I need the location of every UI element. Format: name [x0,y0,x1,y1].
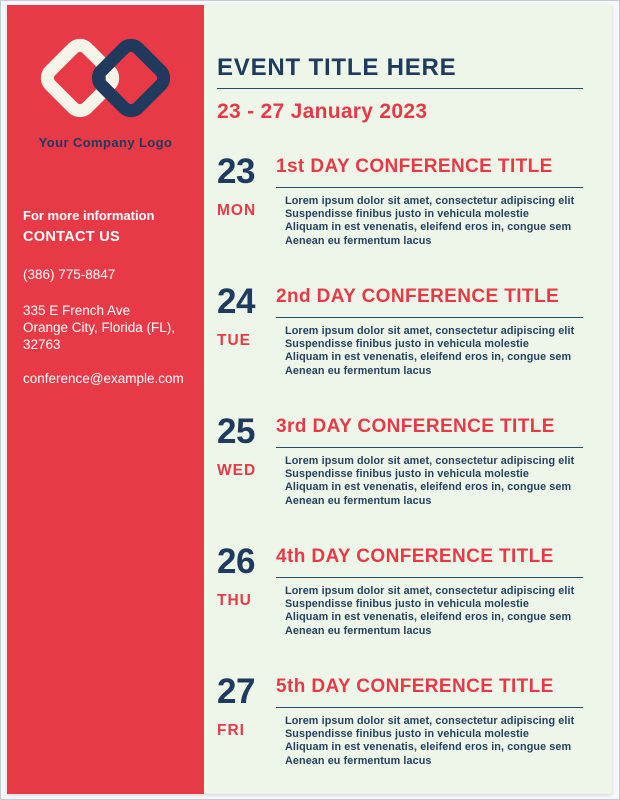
day-details [276,285,583,415]
description-line: Aliquam in est venenatis, eleifend eros in, congue sem [285,481,572,494]
day-conference-title: 2nd DAY CONFERENCE TITLE [276,286,560,307]
contact-us-heading: CONTACT US [23,229,120,245]
day-conference-title: 1st DAY CONFERENCE TITLE [276,156,553,177]
day-weekday: TUE [217,332,251,349]
day-weekday: WED [217,462,257,479]
description-line: Aenean eu fermentum lacus [285,624,432,637]
day-row [217,412,583,545]
day-details [276,415,583,545]
day-conference-title: 4th DAY CONFERENCE TITLE [276,546,554,567]
description-line: Suspendisse finibus justo in vehicula molestie [285,468,529,481]
main-content [204,5,612,794]
day-divider [276,447,583,448]
address [23,302,190,353]
event-title: EVENT TITLE HERE [217,54,457,81]
description-line: Suspendisse finibus justo in vehicula molestie [285,208,529,221]
description-line: Lorem ipsum dolor sit amet, consectetur adipiscing elit [285,195,575,207]
interlocked-links-logo-icon [34,31,178,125]
phone-number: (386) 775-8847 [23,267,116,282]
day-number: 23 [217,152,255,191]
schedule [217,152,583,794]
description-line: Aliquam in est venenatis, eleifend eros in, congue sem [285,351,572,364]
day-details [276,545,583,675]
info-heading: For more information [23,208,155,223]
description-line: Aliquam in est venenatis, eleifend eros in, congue sem [285,611,572,624]
description-line: Aenean eu fermentum lacus [285,234,432,247]
day-number: 27 [217,672,255,711]
address-line-2: Orange City, Florida (FL), 32763 [23,320,176,352]
day-description [276,195,583,248]
day-date-column [217,152,276,285]
day-divider [276,317,583,318]
description-line: Suspendisse finibus justo in vehicula molestie [285,338,529,351]
description-line: Lorem ipsum dolor sit amet, consectetur adipiscing elit [285,585,575,597]
day-row [217,282,583,415]
description-line: Lorem ipsum dolor sit amet, consectetur adipiscing elit [285,325,575,337]
day-weekday: MON [217,202,257,219]
day-date-column [217,542,276,675]
description-line: Lorem ipsum dolor sit amet, consectetur adipiscing elit [285,715,575,727]
company-logo [7,5,204,150]
day-divider [276,187,583,188]
sidebar [7,5,204,794]
day-weekday: FRI [217,722,245,739]
description-line: Aenean eu fermentum lacus [285,494,432,507]
day-weekday: THU [217,592,252,609]
day-description [276,585,583,638]
day-date-column [217,282,276,415]
title-divider [217,88,583,89]
day-description [276,715,583,768]
event-date-range: 23 - 27 January 2023 [217,100,428,123]
day-row [217,152,583,285]
day-date-column [217,672,276,794]
day-description [276,455,583,508]
day-divider [276,707,583,708]
description-line: Aenean eu fermentum lacus [285,364,432,377]
description-line: Aenean eu fermentum lacus [285,754,432,767]
day-number: 26 [217,542,255,581]
description-line: Aliquam in est venenatis, eleifend eros in, congue sem [285,221,572,234]
description-line: Aliquam in est venenatis, eleifend eros in, congue sem [285,741,572,754]
description-line: Suspendisse finibus justo in vehicula molestie [285,598,529,611]
event-header [217,55,583,124]
day-divider [276,577,583,578]
day-row [217,542,583,675]
day-details [276,675,583,794]
day-conference-title: 5th DAY CONFERENCE TITLE [276,676,554,697]
day-description [276,325,583,378]
day-row [217,672,583,794]
description-line: Suspendisse finibus justo in vehicula molestie [285,728,529,741]
email-address: conference@example.com [23,371,184,386]
day-conference-title: 3rd DAY CONFERENCE TITLE [276,416,555,437]
day-number: 25 [217,412,255,451]
contact-block [7,150,204,386]
address-line-1: 335 E French Ave [23,303,131,318]
day-details [276,155,583,285]
day-number: 24 [217,282,255,321]
flyer-page [7,5,612,794]
logo-label: Your Company Logo [38,135,173,150]
day-date-column [217,412,276,545]
description-line: Lorem ipsum dolor sit amet, consectetur adipiscing elit [285,455,575,467]
